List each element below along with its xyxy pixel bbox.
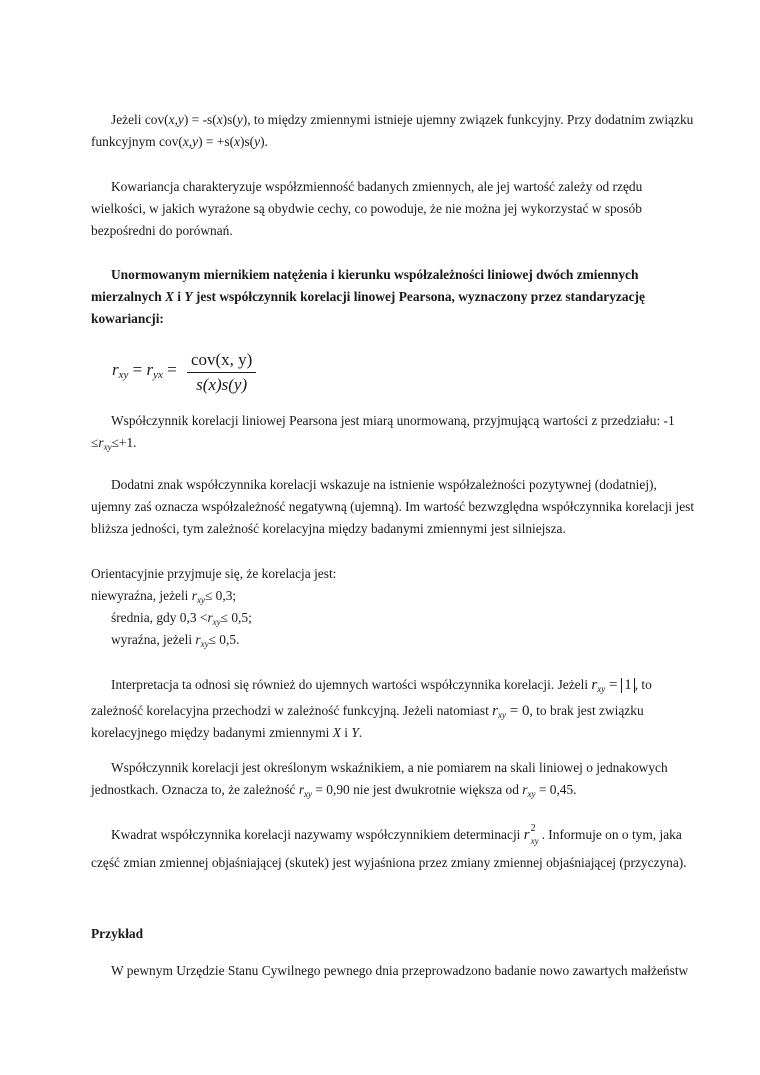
subscript: xy bbox=[498, 710, 507, 720]
text: ≤ 0,5. bbox=[208, 632, 240, 647]
math-var: r bbox=[298, 782, 305, 797]
math-var: x bbox=[234, 134, 240, 149]
paragraph-7-line-2 bbox=[91, 702, 644, 724]
equals: = bbox=[605, 677, 622, 693]
text: = 0,90 nie jest dwukrotnie większa od bbox=[312, 782, 523, 797]
classification-item-medium bbox=[111, 609, 252, 631]
math-var: r bbox=[207, 610, 213, 625]
subscript: xy bbox=[196, 595, 205, 605]
equals: = bbox=[128, 360, 147, 379]
text: ) = +s( bbox=[198, 134, 235, 149]
pearson-formula bbox=[112, 350, 256, 395]
text: , to brak jest związku bbox=[529, 703, 644, 718]
sup-sub-stack bbox=[530, 823, 542, 846]
equals: = 0 bbox=[506, 703, 530, 719]
math-var: x,y bbox=[182, 134, 199, 149]
subscript: xy bbox=[597, 684, 606, 694]
paragraph-7-line-3 bbox=[91, 724, 362, 742]
text: ), to między zmiennymi istnieje ujemny związek funkcyjny. Przy dodatnim związku bbox=[242, 112, 694, 127]
math-var: r bbox=[591, 677, 598, 693]
subscript: xy bbox=[212, 617, 221, 627]
text: Kwadrat współczynnika korelacji nazywamy współczynnikiem determinacji bbox=[111, 827, 524, 842]
paragraph-1-line-2 bbox=[91, 133, 268, 151]
text: i bbox=[173, 289, 185, 304]
equals: = bbox=[162, 360, 181, 379]
numerator: cov(x, y) bbox=[187, 350, 256, 373]
math-var: y bbox=[254, 134, 261, 149]
classification-intro: Orientacyjnie przyjmuje się, że korelacja jest: bbox=[91, 566, 337, 581]
classification-item-strong bbox=[111, 631, 239, 653]
paragraph-5-line-1: Dodatni znak współczynnika korelacji wskazuje na istnienie współzależności pozytywnej (dodatniej), bbox=[111, 477, 657, 492]
classification-item-weak bbox=[91, 587, 236, 609]
math-var: r bbox=[195, 632, 201, 647]
superscript: 2 bbox=[530, 823, 536, 834]
paragraph-2-line-3: bezpośredni do porównań. bbox=[91, 223, 233, 238]
text: Interpretacja ta odnosi się również do ujemnych wartości współczynnika korelacji. Jeżeli bbox=[111, 677, 592, 692]
formula-fraction bbox=[187, 350, 256, 395]
paragraph-9-line-1 bbox=[111, 823, 682, 846]
paragraph-2-line-1: Kowariancja charakteryzuje współzmienność badanych zmiennych, ale jej wartość zależy od rzędu bbox=[111, 179, 643, 194]
text: )s( bbox=[240, 134, 255, 149]
example-line-1: W pewnym Urzędzie Stanu Cywilnego pewnego dnia przeprowadzono badanie nowo zawartych małżeństw bbox=[111, 963, 689, 978]
subscript: xy bbox=[118, 369, 129, 381]
text: Jeżeli cov( bbox=[111, 112, 169, 127]
math-var: r bbox=[98, 435, 104, 450]
math-var: r bbox=[146, 360, 154, 379]
text: korelacyjnego między badanymi zmiennymi bbox=[91, 725, 333, 740]
text: zależność korelacyjna przechodzi w zależność funkcyjną. Jeżeli natomiast bbox=[91, 703, 493, 718]
math-var: x,y bbox=[168, 112, 184, 127]
subscript: xy bbox=[304, 789, 313, 799]
text: ≤ bbox=[91, 435, 99, 450]
paragraph-3-line-3: kowariancji: bbox=[91, 311, 164, 326]
paragraph-9-line-2: część zmian zmiennej objaśniającej (skutek) jest wyjaśniona przez zmiany zmiennej objaśniającej (przyczyna). bbox=[91, 855, 687, 870]
paragraph-7-line-1 bbox=[111, 676, 652, 698]
text: ≤ 0,5; bbox=[220, 610, 252, 625]
text: jest współczynnik korelacji linowej Pearsona, wyznaczony przez standaryzację bbox=[192, 289, 645, 304]
text: ). bbox=[260, 134, 268, 149]
math-var: y bbox=[236, 112, 243, 127]
subscript: xy bbox=[103, 442, 112, 452]
text: wyraźna, jeżeli bbox=[111, 632, 196, 647]
example-heading: Przykład bbox=[91, 926, 144, 941]
paragraph-4-line-2 bbox=[91, 434, 137, 456]
paragraph-1-line-1 bbox=[111, 111, 693, 129]
paragraph-5-line-3: bliższa jedności, tym zależność korelacyjna między badanymi zmiennymi jest silniejsza. bbox=[91, 521, 566, 536]
math-var: r bbox=[112, 360, 119, 379]
subscript: xy bbox=[527, 789, 536, 799]
subscript: xy bbox=[200, 639, 209, 649]
text: niewyraźna, jeżeli bbox=[91, 588, 192, 603]
math-var: Y bbox=[184, 289, 193, 304]
denominator: s(x)s(y) bbox=[196, 375, 248, 394]
text: . bbox=[358, 725, 363, 740]
math-var: r bbox=[523, 827, 530, 843]
paragraph-2-line-2: wielkości, w jakich wyrażone są obydwie cechy, co powoduje, że nie można jej wykorzystać w sposób bbox=[91, 201, 642, 216]
text: )s( bbox=[222, 112, 237, 127]
subscript: xy bbox=[530, 836, 539, 846]
text: mierzalnych bbox=[91, 289, 166, 304]
text: ≤ 0,3; bbox=[204, 588, 237, 603]
math-var: x bbox=[216, 112, 223, 127]
text: = 0,45. bbox=[535, 782, 577, 797]
text: średnia, gdy 0,3 < bbox=[111, 610, 208, 625]
text: . Informuje on o tym, jaka bbox=[541, 827, 682, 842]
paragraph-8-line-2 bbox=[91, 781, 577, 803]
text: i bbox=[340, 725, 352, 740]
math-var: r bbox=[522, 782, 528, 797]
math-var: Y bbox=[351, 725, 359, 740]
absolute-value: 1 bbox=[621, 678, 635, 693]
paragraph-4-line-1: Współczynnik korelacji liniowej Pearsona jest miarą unormowaną, przyjmującą wartości z przedziału: -1 bbox=[111, 413, 675, 428]
formula-lhs bbox=[112, 360, 181, 379]
paragraph-3-line-2 bbox=[91, 288, 645, 306]
math-var: X bbox=[332, 725, 341, 740]
text: ≤+1. bbox=[111, 435, 137, 450]
math-var: r bbox=[191, 588, 197, 603]
text: funkcyjnym cov( bbox=[91, 134, 183, 149]
subscript: yx bbox=[153, 369, 163, 381]
paragraph-3-line-1: Unormowanym miernikiem natężenia i kierunku współzależności liniowej dwóch zmiennych bbox=[111, 267, 639, 282]
text: jednostkach. Oznacza to, że zależność bbox=[91, 782, 299, 797]
text: , to bbox=[634, 677, 652, 692]
paragraph-8-line-1: Współczynnik korelacji jest określonym wskaźnikiem, a nie pomiarem na skali liniowej o jednakowych bbox=[111, 760, 668, 775]
paragraph-5-line-2: ujemny zaś oznacza współzależność negatywną (ujemną). Im wartość bezwzględna współczynnika korelacji jest bbox=[91, 499, 695, 514]
text: ) = -s( bbox=[183, 112, 217, 127]
math-var: r bbox=[492, 703, 499, 719]
math-var: X bbox=[165, 289, 174, 304]
